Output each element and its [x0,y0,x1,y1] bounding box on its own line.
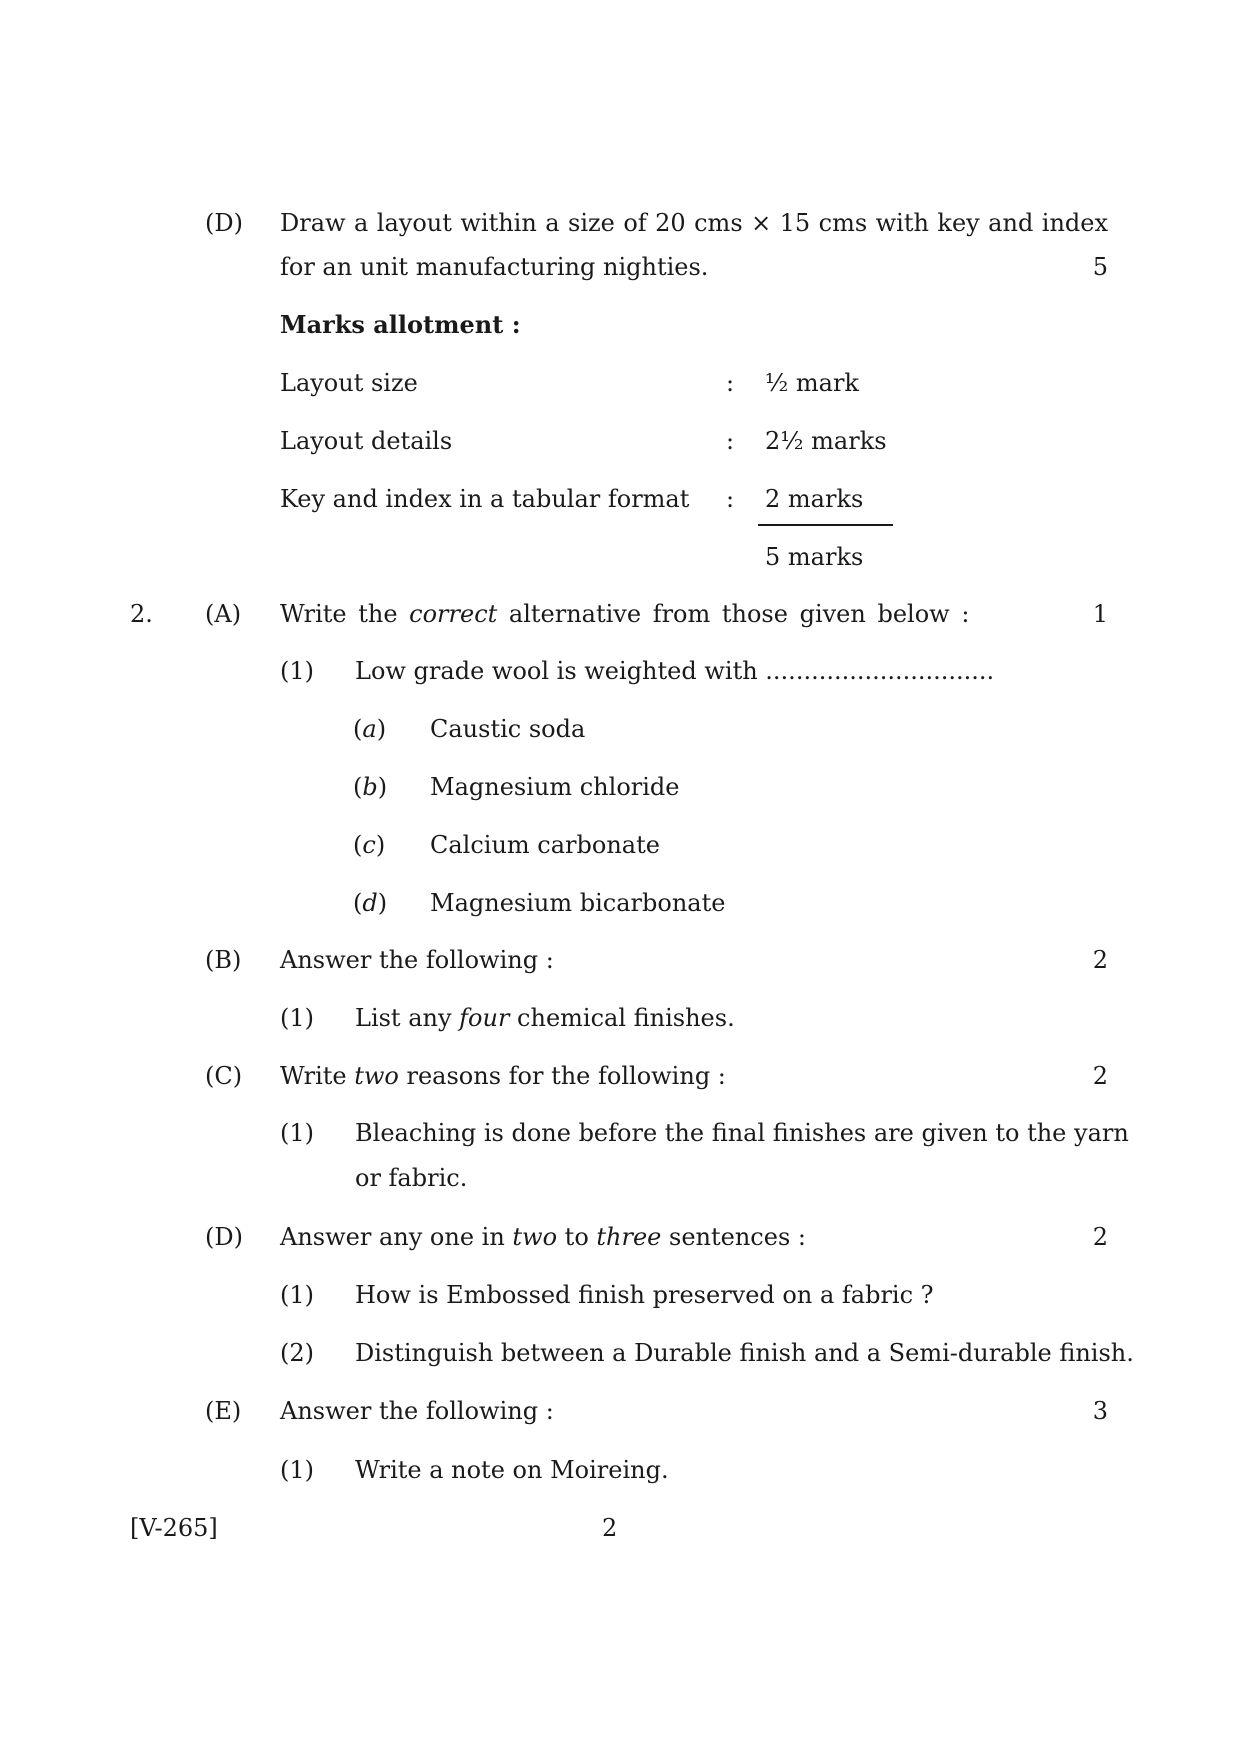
question-2d-sub-text: Distinguish between a Durable finish and a Semi-durable finish. [355,1339,1134,1367]
option-label: (d) [353,889,388,917]
option-label: (b) [353,773,388,801]
allotment-item: Key and index in a tabular format [280,485,690,513]
option-text: Caustic soda [430,715,586,743]
paper-code: [V-265] [130,1514,218,1542]
question-2b-text: Answer the following : [280,946,554,974]
marks-2d: 2 [1092,1223,1108,1251]
sub-label: (2) [280,1339,314,1367]
question-2c-text: Write two reasons for the following : [280,1062,726,1090]
allotment-item: Layout size [280,369,418,397]
question-1d-line1: Draw a layout within a size of 20 cms × 15 cms with key and index [280,209,1108,237]
question-number-2: 2. [130,600,153,628]
allotment-sep: : [726,369,735,397]
marks-2e: 3 [1092,1397,1108,1425]
question-2b-sub-text: List any four chemical finishes. [355,1004,735,1032]
question-2a-sub-text: Low grade wool is weighted with .............................. [355,657,995,685]
question-2d-text: Answer any one in two to three sentences : [280,1223,806,1251]
option-text: Magnesium chloride [430,773,680,801]
allotment-total: 5 marks [765,543,864,571]
option-label: (a) [353,715,387,743]
option-text: Calcium carbonate [430,831,660,859]
question-2e-sub-text: Write a note on Moireing. [355,1456,669,1484]
question-label-1d: (D) [205,209,243,237]
allotment-value: 2 marks [765,485,864,513]
marks-allotment-title: Marks allotment : [280,310,521,339]
question-label-2b: (B) [205,946,242,974]
question-2e-text: Answer the following : [280,1397,554,1425]
allotment-sep: : [726,427,735,455]
page-number: 2 [602,1514,618,1542]
question-label-2d: (D) [205,1223,243,1251]
question-2d-sub-text: How is Embossed finish preserved on a fabric ? [355,1281,934,1309]
allotment-value: 2½ marks [765,427,887,455]
option-text: Magnesium bicarbonate [430,889,726,917]
marks-2c: 2 [1092,1062,1108,1090]
question-label-2c: (C) [205,1062,243,1090]
sub-label: (1) [280,1119,314,1147]
marks-1d: 5 [1092,253,1108,281]
question-2c-sub-line1: Bleaching is done before the final finishes are given to the yarn [355,1119,1129,1147]
sub-label: (1) [280,1004,314,1032]
allotment-sep: : [726,485,735,513]
question-2c-sub-line2: or fabric. [355,1164,468,1192]
sub-label: (1) [280,1281,314,1309]
sub-label: (1) [280,1456,314,1484]
total-rule [758,524,893,526]
marks-2a: 1 [1092,600,1108,628]
question-label-2e: (E) [205,1397,242,1425]
option-label: (c) [353,831,386,859]
question-1d-line2: for an unit manufacturing nighties. [280,253,709,281]
question-2a-text: Write the correct alternative from those given below : [280,600,970,628]
marks-2b: 2 [1092,946,1108,974]
allotment-value: ½ mark [765,369,859,397]
question-label-2a: (A) [205,600,242,628]
allotment-item: Layout details [280,427,453,455]
sub-label: (1) [280,657,314,685]
